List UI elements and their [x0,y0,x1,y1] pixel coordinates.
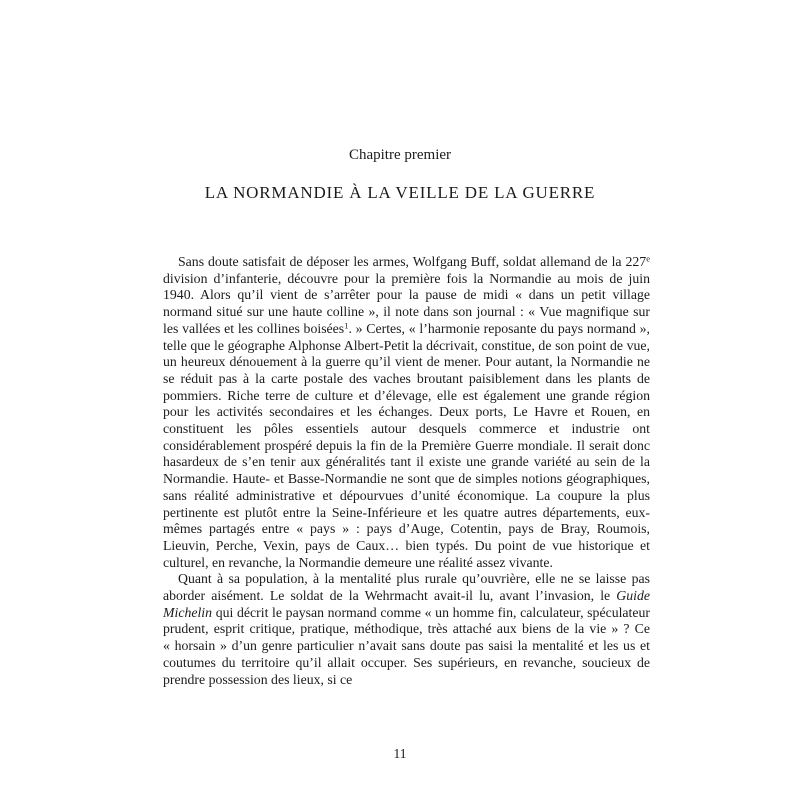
page-number: 11 [393,746,407,761]
book-title-italic: Guide Michelin [163,588,650,620]
ordinal-superscript: e [646,253,650,264]
paragraph: Sans doute satisfait de déposer les armes, Wolfgang Buff, soldat allemand de la 227e division d’infanterie, découvre pour la première fois la Normandie au mois de juin 1940. Alors qu’il vient de s’arrêter pour la pause de midi « dans un petit village normand situé sur une haute colline », il note dans son journal : « Vue magnifique sur les vallées et les collines boisées$^1$. » Certes, « l’harmonie reposante du pays normand », telle que le géographe Alphonse Albert-Petit la décrivait, constitue, de son point de vue, un heureux dénouement à la guerre qu’il vient de mener. Pour autant, la Normandie ne se réduit pas à la carte postale des vaches broutant paisiblement dans les plants de pommiers. Riche terre de culture et d’élevage, elle est également une grande région pour les activités secondaires et les échanges. Deux ports, Le Havre et Rouen, en constituent les pôles essentiels autour desquels commerce et industrie ont considérablement prospéré depuis la fin de la Première Guerre mondiale. Il serait donc hasardeux de s’en tenir aux généralités tant il existe une grande variété au sein de la Normandie. Haute- et Basse-Normandie ne sont que de simples notions géographiques, sans réalité administrative et dépourvues d’unité économique. La coupure la plus pertinente est plutôt entre la Seine-Inférieure et les quatre autres départements, eux-mêmes partagés entre « pays » : pays d’Auge, Cotentin, pays de Bray, Roumois, Lieuvin, Perche, Vexin, pays de Caux… bien typés. Du point de vue historique et culturel, en revanche, la Normandie demeure une réalité assez vivante. [163,253,650,570]
paragraph: Quant à sa population, à la mentalité plus rurale qu’ouvrière, elle ne se laisse pas aborder aisément. Le soldat de la Wehrmacht avait-il lu, avant l’invasion, le Guide Michelin qui décrit le paysan normand comme « un homme fin, calculateur, spéculateur prudent, esprit critique, pratique, méthodique, très attaché aux biens de la vie » ? Ce « horsain » d’un genre particulier n’avait sans doute pas saisi la mentalité et les us et coutumes du territoire qu’il allait occuper. Ses supérieurs, en revanche, soucieux de prendre possession des lieux, si ce [163,571,650,687]
footnote-ref-1: 1 [344,320,349,331]
chapter-label: Chapitre premier [348,147,452,163]
body-text [163,254,650,688]
chapter-title: LA NORMANDIE À LA VEILLE DE LA GUERRE [204,183,596,202]
